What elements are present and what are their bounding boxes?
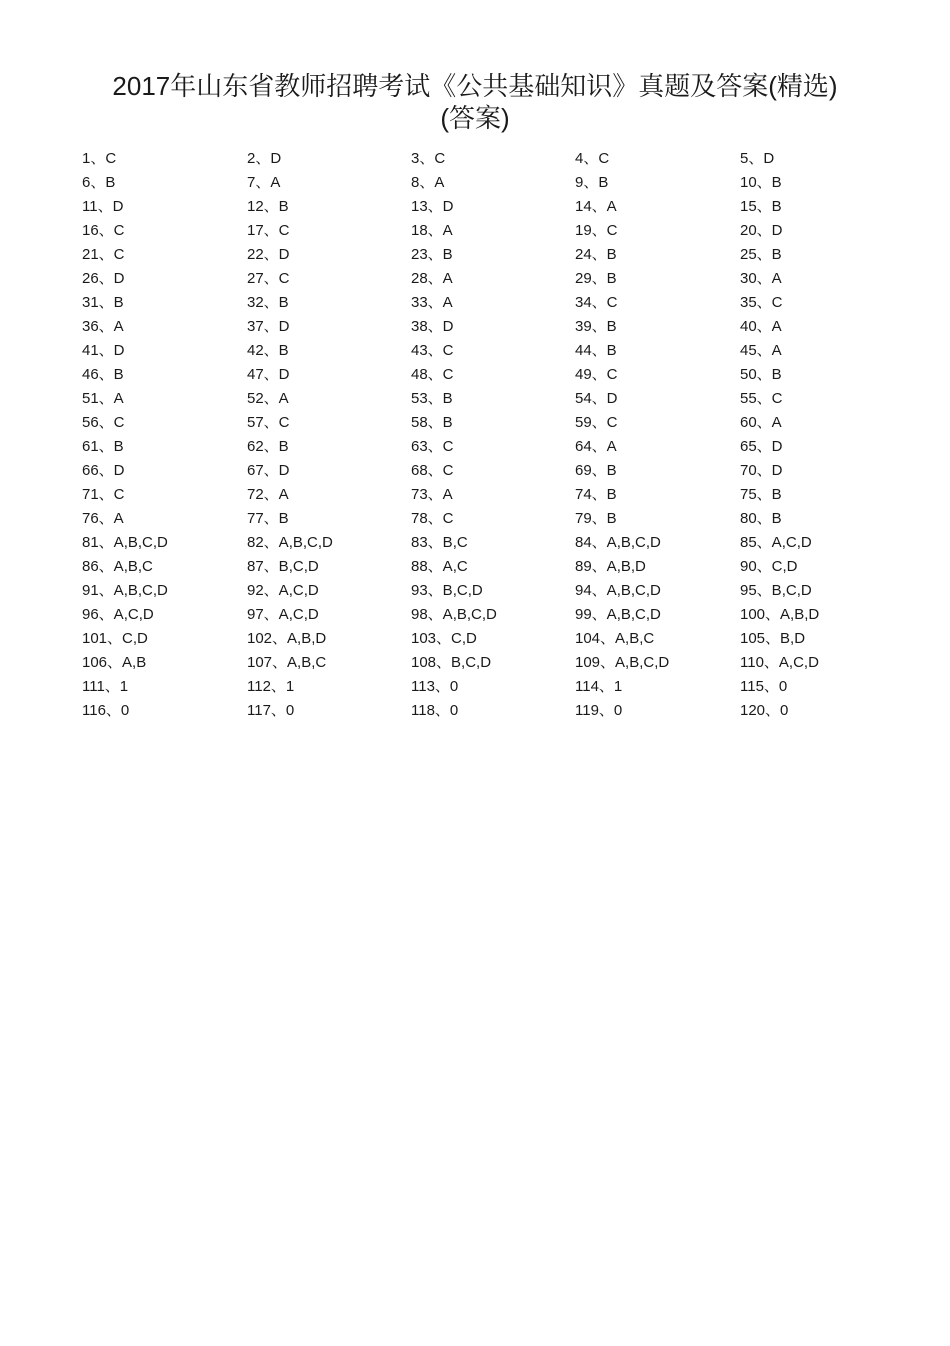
answer-item: 54、D (575, 390, 618, 407)
answer-item: 82、A,B,C,D (247, 534, 333, 551)
answer-item: 117、0 (247, 702, 295, 719)
document-title: 2017年山东省教师招聘考试《公共基础知识》真题及答案(精选) (112, 71, 838, 101)
answer-item: 119、0 (575, 702, 623, 719)
answer-item: 9、B (575, 174, 609, 191)
answer-item: 70、D (740, 462, 783, 479)
answer-item: 80、B (740, 510, 782, 527)
answer-item: 55、C (740, 390, 783, 407)
answer-item: 75、B (740, 486, 782, 503)
answer-item: 95、B,C,D (740, 582, 812, 599)
answer-item: 77、B (247, 510, 289, 527)
answer-item: 115、0 (740, 678, 788, 695)
answer-item: 8、A (411, 174, 445, 191)
answer-item: 89、A,B,D (575, 558, 646, 575)
answer-item: 67、D (247, 462, 290, 479)
answer-item: 7、A (247, 174, 281, 191)
answer-item: 74、B (575, 486, 617, 503)
answer-item: 110、A,C,D (740, 654, 819, 671)
answer-item: 97、A,C,D (247, 606, 319, 623)
answer-item: 43、C (411, 342, 454, 359)
answer-item: 49、C (575, 366, 618, 383)
answer-item: 92、A,C,D (247, 582, 319, 599)
answer-item: 105、B,D (740, 630, 806, 647)
answer-item: 14、A (575, 198, 617, 215)
answer-item: 81、A,B,C,D (82, 534, 168, 551)
answer-item: 90、C,D (740, 558, 798, 575)
answer-item: 102、A,B,D (247, 630, 327, 647)
answer-item: 16、C (82, 222, 125, 239)
answer-item: 79、B (575, 510, 617, 527)
answer-item: 19、C (575, 222, 618, 239)
answer-item: 120、0 (740, 702, 789, 719)
answer-item: 62、B (247, 438, 289, 455)
answer-item: 66、D (82, 462, 125, 479)
answer-item: 76、A (82, 510, 124, 527)
answer-item: 69、B (575, 462, 617, 479)
answer-item: 57、C (247, 414, 290, 431)
answer-item: 93、B,C,D (411, 582, 483, 599)
answer-item: 73、A (411, 486, 453, 503)
answer-item: 65、D (740, 438, 783, 455)
answer-item: 15、B (740, 198, 782, 215)
answer-item: 85、A,C,D (740, 534, 812, 551)
answer-item: 51、A (82, 390, 124, 407)
answer-item: 29、B (575, 270, 617, 287)
answer-item: 21、C (82, 246, 125, 263)
answer-item: 72、A (247, 486, 289, 503)
answer-item: 87、B,C,D (247, 558, 319, 575)
answer-item: 56、C (82, 414, 125, 431)
answer-item: 11、D (82, 198, 124, 215)
answer-item: 52、A (247, 390, 289, 407)
answer-item: 63、C (411, 438, 454, 455)
answer-item: 101、C,D (82, 630, 148, 647)
answer-item: 59、C (575, 414, 618, 431)
answer-item: 99、A,B,C,D (575, 606, 661, 623)
answer-item: 96、A,C,D (82, 606, 154, 623)
answer-item: 106、A,B (82, 654, 147, 671)
answer-item: 35、C (740, 294, 783, 311)
answer-item: 27、C (247, 270, 290, 287)
answer-item: 64、A (575, 438, 617, 455)
answer-item: 113、0 (411, 678, 459, 695)
answer-item: 2、D (247, 150, 282, 167)
answer-item: 98、A,B,C,D (411, 606, 497, 623)
answer-item: 17、C (247, 222, 290, 239)
answer-item: 41、D (82, 342, 125, 359)
answer-item: 23、B (411, 246, 453, 263)
answer-item: 104、A,B,C (575, 630, 655, 647)
answer-item: 22、D (247, 246, 290, 263)
document-subtitle: (答案) (440, 103, 510, 133)
answer-item: 30、A (740, 270, 782, 287)
answer-item: 88、A,C (411, 558, 468, 575)
answer-item: 36、A (82, 318, 124, 335)
answer-item: 94、A,B,C,D (575, 582, 661, 599)
answer-item: 44、B (575, 342, 617, 359)
answer-item: 31、B (82, 294, 124, 311)
answer-item: 61、B (82, 438, 124, 455)
answer-item: 78、C (411, 510, 454, 527)
answer-item: 112、1 (247, 678, 295, 695)
answer-grid (82, 147, 912, 723)
answer-item: 34、C (575, 294, 618, 311)
answer-item: 68、C (411, 462, 454, 479)
answer-item: 38、D (411, 318, 454, 335)
answer-item: 47、D (247, 366, 290, 383)
answer-item: 60、A (740, 414, 782, 431)
answer-item: 111、1 (82, 678, 129, 695)
answer-item: 109、A,B,C,D (575, 654, 670, 671)
answer-item: 86、A,B,C (82, 558, 153, 575)
answer-item: 20、D (740, 222, 783, 239)
answer-item: 5、D (740, 150, 775, 167)
answer-item: 13、D (411, 198, 454, 215)
answer-item: 114、1 (575, 678, 623, 695)
answer-item: 6、B (82, 174, 116, 191)
answer-item: 40、A (740, 318, 782, 335)
answer-item: 4、C (575, 150, 610, 167)
answer-item: 12、B (247, 198, 289, 215)
answer-item: 33、A (411, 294, 453, 311)
answer-item: 18、A (411, 222, 453, 239)
answer-item: 91、A,B,C,D (82, 582, 168, 599)
answer-item: 118、0 (411, 702, 459, 719)
answer-item: 100、A,B,D (740, 606, 820, 623)
answer-item: 28、A (411, 270, 453, 287)
answer-item: 71、C (82, 486, 125, 503)
answer-item: 58、B (411, 414, 453, 431)
answer-item: 24、B (575, 246, 617, 263)
answer-item: 26、D (82, 270, 125, 287)
answer-item: 32、B (247, 294, 289, 311)
answer-item: 3、C (411, 150, 446, 167)
answer-item: 108、B,C,D (411, 654, 492, 671)
answer-item: 48、C (411, 366, 454, 383)
answer-item: 84、A,B,C,D (575, 534, 661, 551)
answer-item: 103、C,D (411, 630, 477, 647)
answer-item: 42、B (247, 342, 289, 359)
answer-item: 45、A (740, 342, 782, 359)
answer-item: 37、D (247, 318, 290, 335)
answer-item: 53、B (411, 390, 453, 407)
answer-item: 50、B (740, 366, 782, 383)
answer-item: 83、B,C (411, 534, 468, 551)
answer-item: 1、C (82, 150, 117, 167)
answer-item: 107、A,B,C (247, 654, 327, 671)
answer-item: 116、0 (82, 702, 130, 719)
answer-item: 39、B (575, 318, 617, 335)
answer-item: 10、B (740, 174, 782, 191)
answer-item: 25、B (740, 246, 782, 263)
answer-item: 46、B (82, 366, 124, 383)
